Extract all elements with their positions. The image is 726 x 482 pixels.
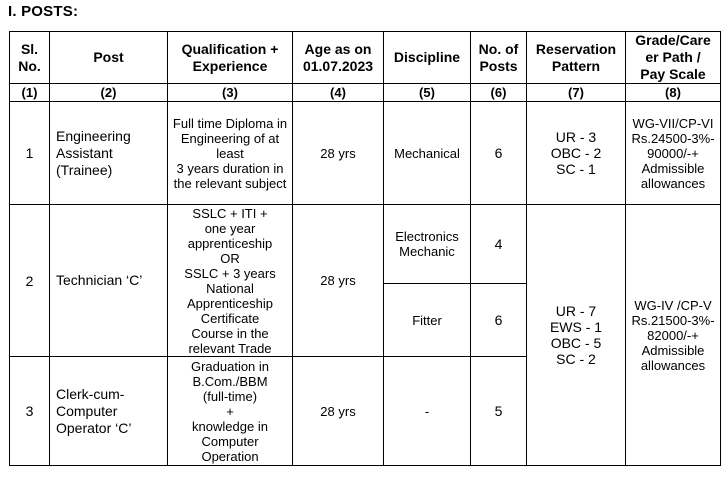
header-age: Age as on 01.07.2023 xyxy=(293,32,384,84)
posts-count-cell: 4 xyxy=(471,205,527,284)
header-reservation: Reservation Pattern xyxy=(527,32,626,84)
header-post: Post xyxy=(50,32,168,84)
sl-no-cell: 2 xyxy=(10,205,50,357)
age-cell: 28 yrs xyxy=(293,357,384,466)
column-number: (6) xyxy=(471,84,527,102)
column-number: (5) xyxy=(384,84,471,102)
sl-no-cell: 1 xyxy=(10,102,50,205)
column-number: (7) xyxy=(527,84,626,102)
header-discipline: Discipline xyxy=(384,32,471,84)
grade-cell: WG-VII/CP-VI Rs.24500-3%- 90000/-+ Admissible allowances xyxy=(626,102,721,205)
posts-count-cell: 6 xyxy=(471,284,527,357)
section-heading: I. POSTS: xyxy=(8,3,79,20)
column-number: (8) xyxy=(626,84,721,102)
sl-no-cell: 3 xyxy=(10,357,50,466)
table-row xyxy=(10,205,721,284)
table-row xyxy=(10,102,721,205)
discipline-cell: Mechanical xyxy=(384,102,471,205)
column-number: (4) xyxy=(293,84,384,102)
header-grade: Grade/Care er Path / Pay Scale xyxy=(626,32,721,84)
post-cell: Technician ‘C’ xyxy=(50,205,168,357)
age-cell: 28 yrs xyxy=(293,102,384,205)
reservation-cell: UR - 3 OBC - 2 SC - 1 xyxy=(527,102,626,205)
posts-count-cell: 6 xyxy=(471,102,527,205)
posts-count-cell: 5 xyxy=(471,357,527,466)
header-no-of-posts: No. of Posts xyxy=(471,32,527,84)
qualification-cell: SSLC + ITI + one year apprenticeship OR SSLC + 3 years National Apprenticeship Certificate Course in the relevant Trade xyxy=(168,205,293,357)
column-number: (3) xyxy=(168,84,293,102)
post-cell: Clerk-cum- Computer Operator ‘C’ xyxy=(50,357,168,466)
posts-table xyxy=(9,31,721,466)
qualification-cell: Full time Diploma in Engineering of at least 3 years duration in the relevant subject xyxy=(168,102,293,205)
header-qualification: Qualification + Experience xyxy=(168,32,293,84)
age-cell: 28 yrs xyxy=(293,205,384,357)
discipline-cell: Fitter xyxy=(384,284,471,357)
grade-cell: WG-IV /CP-V Rs.21500-3%- 82000/-+ Admissible allowances xyxy=(626,205,721,466)
column-number: (2) xyxy=(50,84,168,102)
qualification-cell: Graduation in B.Com./BBM (full-time) + knowledge in Computer Operation xyxy=(168,357,293,466)
reservation-cell: UR - 7 EWS - 1 OBC - 5 SC - 2 xyxy=(527,205,626,466)
discipline-cell: Electronics Mechanic xyxy=(384,205,471,284)
column-number: (1) xyxy=(10,84,50,102)
header-sl-no: Sl. No. xyxy=(10,32,50,84)
discipline-cell: - xyxy=(384,357,471,466)
post-cell: Engineering Assistant (Trainee) xyxy=(50,102,168,205)
